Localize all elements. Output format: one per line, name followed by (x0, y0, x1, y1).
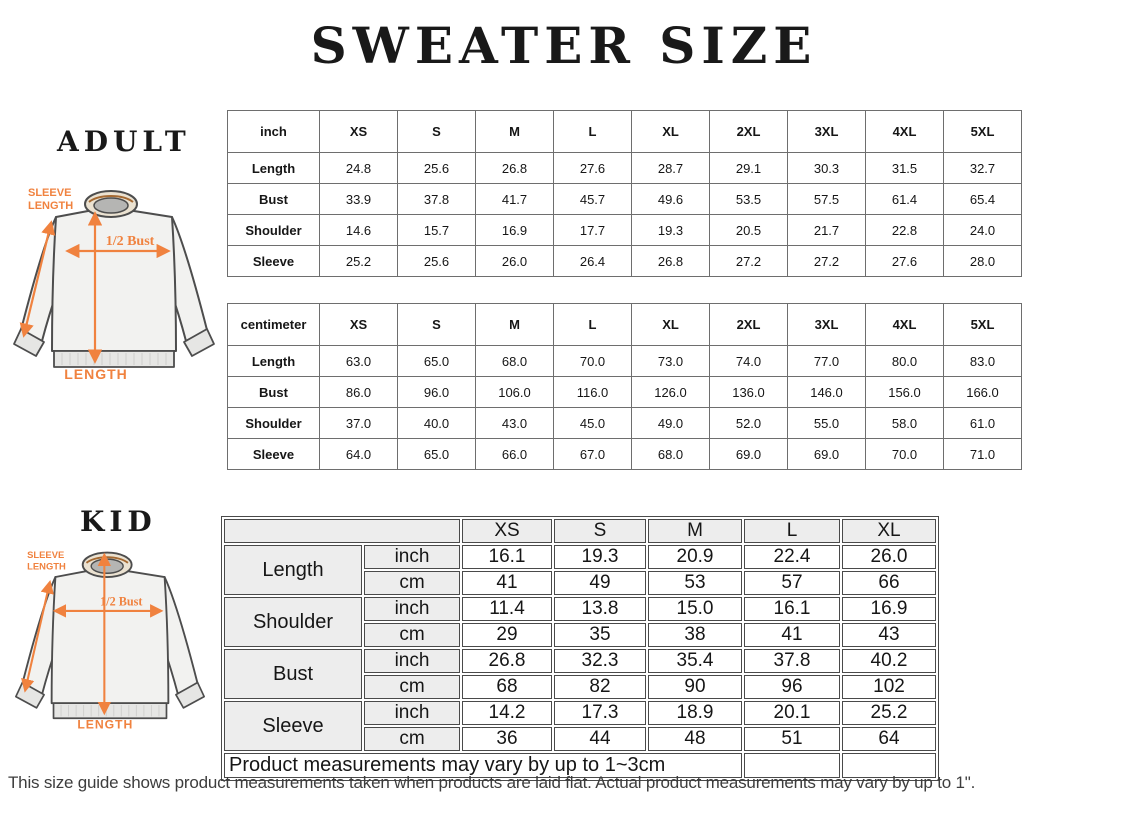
adult-section-heading: ADULT (57, 125, 191, 158)
size-value: 70.0 (866, 439, 944, 470)
unit-label: inch (364, 597, 460, 621)
sweater-hem (54, 703, 167, 718)
size-value: 116.0 (554, 377, 632, 408)
size-value: 63.0 (320, 346, 398, 377)
size-value: 45.7 (554, 184, 632, 215)
size-value: 32.7 (944, 153, 1022, 184)
length-label: LENGTH (77, 717, 134, 732)
table-row (224, 597, 936, 621)
table-row (228, 153, 1022, 184)
size-header: S (398, 111, 476, 153)
size-value: 146.0 (788, 377, 866, 408)
size-value: 37.0 (320, 408, 398, 439)
table-row (228, 215, 1022, 246)
kid-sweater-diagram (10, 545, 210, 738)
size-value: 96.0 (398, 377, 476, 408)
size-value: 37.8 (744, 649, 840, 673)
table-row (228, 439, 1022, 470)
size-value: 68 (462, 675, 552, 699)
header-row (224, 519, 936, 543)
size-value: 69.0 (788, 439, 866, 470)
size-value: 25.6 (398, 153, 476, 184)
size-value: 26.8 (632, 246, 710, 277)
table-row (228, 377, 1022, 408)
size-value: 156.0 (866, 377, 944, 408)
size-value: 16.9 (842, 597, 936, 621)
size-value: 27.6 (554, 153, 632, 184)
size-value: 166.0 (944, 377, 1022, 408)
row-label: Shoulder (228, 408, 320, 439)
row-label: Shoulder (228, 215, 320, 246)
size-header: 3XL (788, 111, 866, 153)
size-value: 49.0 (632, 408, 710, 439)
size-value: 80.0 (866, 346, 944, 377)
size-value: 25.2 (320, 246, 398, 277)
size-value: 35.4 (648, 649, 742, 673)
size-value: 29 (462, 623, 552, 647)
table-row (224, 649, 936, 673)
size-value: 26.0 (842, 545, 936, 569)
size-value: 71.0 (944, 439, 1022, 470)
size-value: 65.0 (398, 439, 476, 470)
size-value: 29.1 (710, 153, 788, 184)
sweater-illustration (16, 553, 204, 719)
size-value: 65.4 (944, 184, 1022, 215)
sweater-body (52, 571, 169, 703)
size-value: 41 (462, 571, 552, 595)
size-value: 51 (744, 727, 840, 751)
unit-label: inch (364, 701, 460, 725)
size-value: 41.7 (476, 184, 554, 215)
row-label: Length (228, 153, 320, 184)
size-header: L (554, 304, 632, 346)
kid-size-table (221, 516, 939, 781)
size-value: 52.0 (710, 408, 788, 439)
sleeve-length-label-line1: SLEEVE (27, 549, 65, 561)
adult-sweater-diagram (8, 183, 220, 388)
size-header: XS (320, 111, 398, 153)
sleeve-length-label-line2: LENGTH (27, 560, 66, 572)
size-value: 22.4 (744, 545, 840, 569)
size-value: 126.0 (632, 377, 710, 408)
unit-header: centimeter (228, 304, 320, 346)
size-header: XS (462, 519, 552, 543)
size-value: 69.0 (710, 439, 788, 470)
sweater-body (52, 211, 176, 351)
size-header: XL (842, 519, 936, 543)
sweater-hem (54, 351, 174, 367)
row-label: Shoulder (224, 597, 362, 647)
size-value: 106.0 (476, 377, 554, 408)
half-bust-label: 1/2 Bust (100, 594, 143, 609)
corner-cell (224, 519, 460, 543)
size-value: 15.7 (398, 215, 476, 246)
size-value: 38 (648, 623, 742, 647)
unit-label: cm (364, 623, 460, 647)
row-label: Sleeve (228, 246, 320, 277)
size-value: 30.3 (788, 153, 866, 184)
size-header: S (398, 304, 476, 346)
size-value: 58.0 (866, 408, 944, 439)
size-value: 19.3 (632, 215, 710, 246)
size-value: 67.0 (554, 439, 632, 470)
size-header: XL (632, 111, 710, 153)
size-value: 48 (648, 727, 742, 751)
size-value: 20.9 (648, 545, 742, 569)
row-label: Length (228, 346, 320, 377)
size-value: 83.0 (944, 346, 1022, 377)
kid-section-heading: KID (80, 505, 157, 538)
row-label: Length (224, 545, 362, 595)
size-value: 70.0 (554, 346, 632, 377)
size-value: 82 (554, 675, 646, 699)
size-value: 66.0 (476, 439, 554, 470)
header-row (228, 111, 1022, 153)
size-value: 21.7 (788, 215, 866, 246)
size-value: 35 (554, 623, 646, 647)
sweater-collar-inner (91, 559, 123, 573)
size-value: 44 (554, 727, 646, 751)
size-header: 2XL (710, 304, 788, 346)
table-row (228, 408, 1022, 439)
table-row (228, 184, 1022, 215)
size-header: L (744, 519, 840, 543)
size-value: 24.8 (320, 153, 398, 184)
footer-disclaimer: This size guide shows product measurements taken when products are laid flat. Actual product measurements may vary by up to 1". (8, 773, 976, 792)
table-row (228, 246, 1022, 277)
size-value: 102 (842, 675, 936, 699)
size-value: 16.1 (744, 597, 840, 621)
size-value: 27.6 (866, 246, 944, 277)
unit-label: cm (364, 571, 460, 595)
size-value: 11.4 (462, 597, 552, 621)
header-row (228, 304, 1022, 346)
size-value: 65.0 (398, 346, 476, 377)
sweater-collar-inner (94, 198, 128, 213)
size-value: 14.6 (320, 215, 398, 246)
size-value: 26.4 (554, 246, 632, 277)
size-header: 2XL (710, 111, 788, 153)
size-value: 17.3 (554, 701, 646, 725)
size-value: 77.0 (788, 346, 866, 377)
unit-label: inch (364, 649, 460, 673)
size-value: 26.0 (476, 246, 554, 277)
size-header: 5XL (944, 111, 1022, 153)
size-header: S (554, 519, 646, 543)
size-value: 28.0 (944, 246, 1022, 277)
size-header: 3XL (788, 304, 866, 346)
sweater-illustration (14, 191, 214, 367)
row-label: Sleeve (228, 439, 320, 470)
size-value: 40.0 (398, 408, 476, 439)
size-value: 64 (842, 727, 936, 751)
page-title: SWEATER SIZE (310, 16, 818, 75)
size-value: 13.8 (554, 597, 646, 621)
size-value: 136.0 (710, 377, 788, 408)
size-value: 16.9 (476, 215, 554, 246)
sleeve-length-label-line2: LENGTH (28, 200, 74, 212)
table-row (224, 545, 936, 569)
size-value: 43.0 (476, 408, 554, 439)
size-header: XS (320, 304, 398, 346)
size-value: 49.6 (632, 184, 710, 215)
size-value: 25.2 (842, 701, 936, 725)
size-value: 15.0 (648, 597, 742, 621)
size-header: L (554, 111, 632, 153)
size-value: 61.0 (944, 408, 1022, 439)
size-header: 5XL (944, 304, 1022, 346)
size-value: 55.0 (788, 408, 866, 439)
row-label: Bust (228, 184, 320, 215)
size-value: 43 (842, 623, 936, 647)
size-value: 57 (744, 571, 840, 595)
row-label: Bust (228, 377, 320, 408)
size-header: XL (632, 304, 710, 346)
size-value: 16.1 (462, 545, 552, 569)
size-value: 19.3 (554, 545, 646, 569)
size-value: 18.9 (648, 701, 742, 725)
sleeve-length-label-line1: SLEEVE (28, 187, 72, 199)
unit-label: inch (364, 545, 460, 569)
size-value: 41 (744, 623, 840, 647)
size-value: 32.3 (554, 649, 646, 673)
size-value: 74.0 (710, 346, 788, 377)
unit-header: inch (228, 111, 320, 153)
size-value: 36 (462, 727, 552, 751)
size-value: 86.0 (320, 377, 398, 408)
size-value: 61.4 (866, 184, 944, 215)
size-value: 40.2 (842, 649, 936, 673)
row-label: Bust (224, 649, 362, 699)
size-value: 68.0 (476, 346, 554, 377)
unit-label: cm (364, 727, 460, 751)
size-value: 14.2 (462, 701, 552, 725)
half-bust-label: 1/2 Bust (105, 234, 155, 249)
size-header: 4XL (866, 111, 944, 153)
size-value: 28.7 (632, 153, 710, 184)
unit-label: cm (364, 675, 460, 699)
size-value: 26.8 (462, 649, 552, 673)
size-header: 4XL (866, 304, 944, 346)
adult-cm-table (227, 303, 1022, 470)
size-value: 25.6 (398, 246, 476, 277)
size-header: M (476, 111, 554, 153)
size-value: 33.9 (320, 184, 398, 215)
size-value: 96 (744, 675, 840, 699)
size-value: 49 (554, 571, 646, 595)
size-value: 64.0 (320, 439, 398, 470)
table-row (224, 701, 936, 725)
length-label: LENGTH (64, 366, 128, 382)
size-value: 27.2 (788, 246, 866, 277)
size-value: 53 (648, 571, 742, 595)
size-value: 31.5 (866, 153, 944, 184)
size-value: 45.0 (554, 408, 632, 439)
size-value: 90 (648, 675, 742, 699)
size-value: 73.0 (632, 346, 710, 377)
size-value: 20.5 (710, 215, 788, 246)
adult-inch-table (227, 110, 1022, 277)
size-value: 24.0 (944, 215, 1022, 246)
size-value: 26.8 (476, 153, 554, 184)
kid-table-note: Product measurements may vary by up to 1~3cm (224, 753, 742, 778)
size-value: 22.8 (866, 215, 944, 246)
size-value: 57.5 (788, 184, 866, 215)
size-value: 20.1 (744, 701, 840, 725)
table-row (228, 346, 1022, 377)
size-value: 68.0 (632, 439, 710, 470)
size-value: 66 (842, 571, 936, 595)
size-header: M (648, 519, 742, 543)
size-value: 53.5 (710, 184, 788, 215)
size-value: 17.7 (554, 215, 632, 246)
row-label: Sleeve (224, 701, 362, 751)
size-value: 27.2 (710, 246, 788, 277)
size-value: 37.8 (398, 184, 476, 215)
size-header: M (476, 304, 554, 346)
